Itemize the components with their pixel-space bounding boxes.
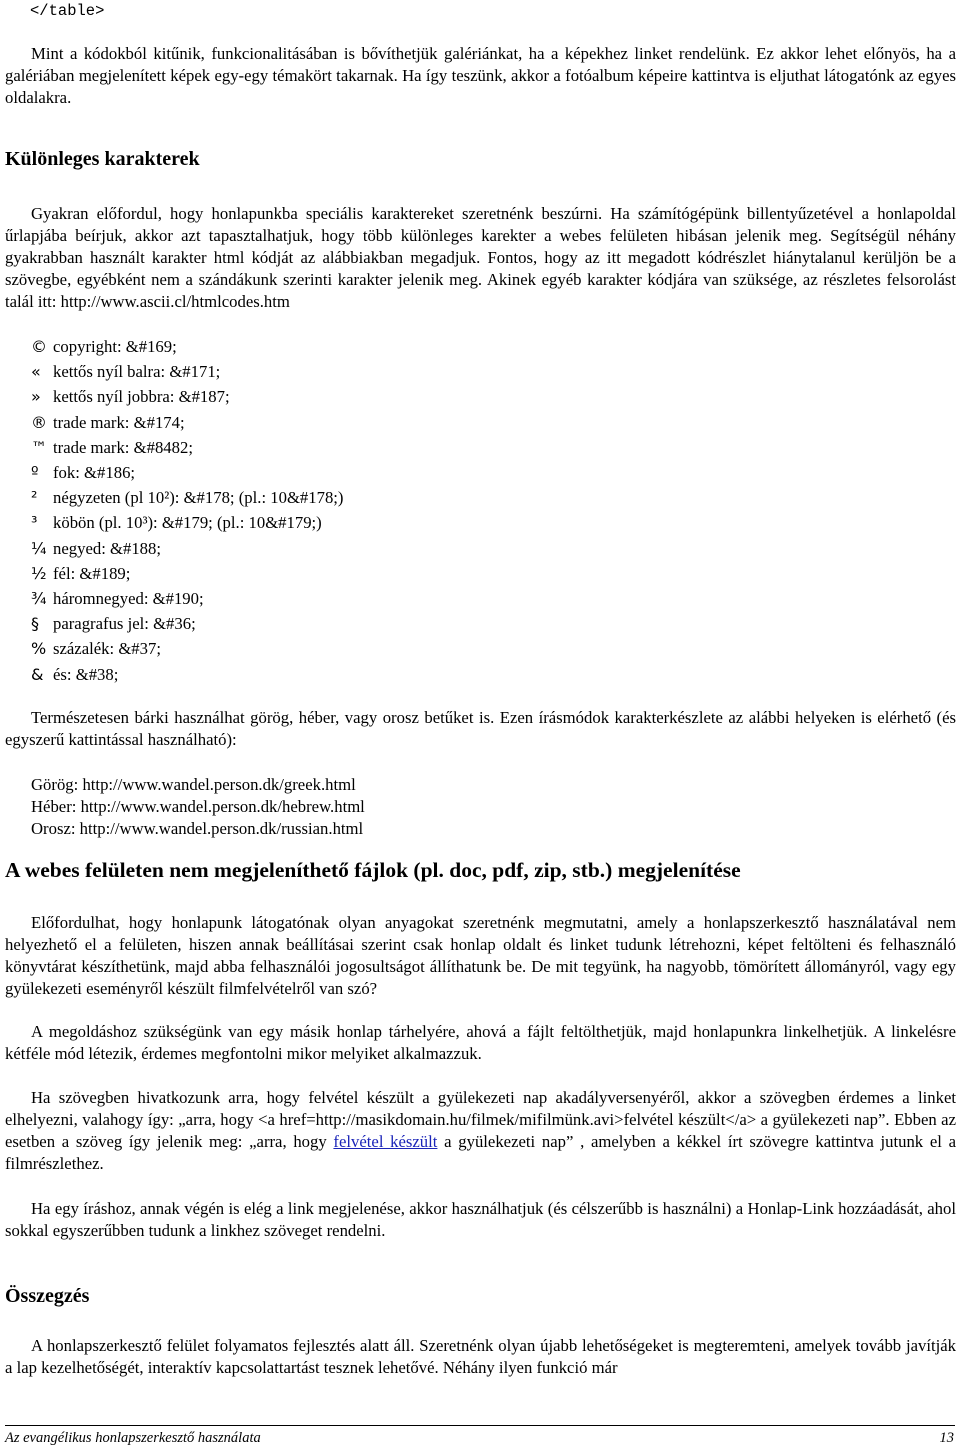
character-code-item	[31, 386, 230, 408]
paragraph-special-characters: Gyakran előfordul, hogy honlapunkba speciális karaktereket szeretnénk beszúrni. Ha számítógépünk billentyűzetével a honlapoldal űrlapjába beírjuk, akkor azt tapasztalhatjuk, hogy több különleges karekter a webes felületen hibásan jelenik meg. Segítségül néhány gyakrabban használt karakter html kódját az alábbiakban megadjuk. Fontos, hogy az itt megadott kódrészlet hiánytalanul kerüljön be a szövegbe, egyébként nem a szándákunk szerinti karakter jelenik meg. Akinek egyéb karakter kódjára van szüksége, az részletes felsorolást talál itt: http://www.ascii.cl/htmlcodes.htm	[5, 204, 956, 311]
character-symbol: ¾	[31, 589, 47, 608]
paragraph-inline-link	[5, 1087, 956, 1175]
character-code-text: kettős nyíl jobbra: &#187;	[53, 387, 230, 406]
heading-unsupported-files: A webes felületen nem megjeleníthető fájlok (pl. doc, pdf, zip, stb.) megjelenítése	[5, 858, 741, 882]
character-code-item	[31, 361, 220, 383]
footer-page-number: 13	[939, 1430, 954, 1446]
character-code-item	[31, 462, 135, 484]
character-symbol: ¼	[31, 539, 47, 558]
character-code-item	[31, 437, 193, 459]
character-code-item	[31, 487, 344, 509]
character-symbol: §	[31, 614, 39, 633]
inline-link-text-after: a gyülekezeti nap” , amelyben a kékkel írt szövegre kattintva jutunk el a filmrészlethez.	[5, 1132, 956, 1173]
character-code-text: paragrafus jel: &#36;	[53, 614, 196, 633]
paragraph-honlap-link: Ha egy íráshoz, annak végén is elég a link megjelenése, akkor használhatjuk (és célszerűbb is használni) a Honlap-Link hozzáadását, ahol sokkal egyszerűbben tudunk a linkhez szöveget rendelni.	[5, 1199, 956, 1240]
paragraph-alphabets: Természetesen bárki használhat görög, héber, vagy orosz betűket is. Ezen írásmódok karakterkészlete az alábbi helyeken is elérhető (és egyszerű kattintással használható):	[5, 708, 956, 749]
character-symbol: ®	[31, 413, 47, 432]
character-symbol: ™	[31, 438, 47, 457]
alphabet-link-hebrew: Héber: http://www.wandel.person.dk/hebrew.html	[31, 797, 365, 816]
character-code-item	[31, 588, 204, 610]
character-code-text: háromnegyed: &#190;	[53, 589, 204, 608]
heading-special-characters: Különleges karakterek	[5, 148, 200, 170]
code-snippet-end: </table>	[30, 2, 105, 20]
character-code-text: fél: &#189;	[53, 564, 131, 583]
character-symbol: ½	[31, 564, 47, 583]
character-code-text: kettős nyíl balra: &#171;	[53, 362, 221, 381]
character-code-item	[31, 664, 118, 686]
character-code-text: trade mark: &#8482;	[53, 438, 193, 457]
alphabet-link-greek: Görög: http://www.wandel.person.dk/greek.html	[31, 775, 356, 794]
heading-summary: Összegzés	[5, 1285, 90, 1307]
footer-title: Az evangélikus honlapszerkesztő használata	[5, 1430, 261, 1446]
character-code-text: trade mark: &#174;	[53, 413, 185, 432]
character-code-item	[31, 538, 161, 560]
character-code-item	[31, 638, 161, 660]
paragraph-solution: A megoldáshoz szükségünk van egy másik honlap tárhelyére, ahová a fájlt feltölthetjük, majd honlapunkra linkelhetjük. A linkelésre kétféle mód létezik, érdemes megfontolni mikor melyiket alkalmazzuk.	[5, 1022, 956, 1063]
footer-divider	[5, 1425, 955, 1426]
example-link-felvetel-keszult[interactable]: felvétel készült	[333, 1132, 438, 1151]
character-symbol: »	[31, 387, 41, 406]
character-code-item	[31, 412, 185, 434]
paragraph-gallery-links: Mint a kódokból kitűnik, funkcionalitásában is bővíthetjük galériánkat, ha a képekhez linket rendelünk. Ez akkor lehet előnyös, ha a galériában megjelenített képek egy-egy témakört takarnak. Ha így teszünk, akkor a fotóalbum képeire kattintva is eljuthat látogatónk az egyes oldalakra.	[5, 44, 956, 107]
alphabet-link-russian: Orosz: http://www.wandel.person.dk/russian.html	[31, 819, 364, 838]
inline-link-text-before: Ha szövegben hivatkozunk arra, hogy felvétel készült a gyülekezeti nap akadályversenyéről, akkor a szövegben érdemes a linket elhelyezni, valahogy így: „arra, hogy <a href=http://masikdomain.hu/filmek/mifilmünk.avi>felvétel készült</a> a gyülekezeti nap”. Ebben az esetben a szöveg így jelenik meg: „arra, hogy	[5, 1088, 956, 1151]
character-symbol: &	[31, 665, 44, 684]
character-symbol: ²	[31, 488, 38, 507]
character-code-item	[31, 613, 196, 635]
paragraph-file-problem: Előfordulhat, hogy honlapunk látogatónak olyan anyagokat szeretnénk megmutatni, amely a honlapszerkesztő használatával nem helyezhető el a felületen, hiszen annak beállításai szerint csak honlap oldalt és linket tudunk létrehozni, képet feltölteni és felhasználó könyvtárat készíthetünk, majd abba felhasználói jogosultságot állíthatunk be. De mit tegyünk, ha nagyobb, tömörített állományról, vagy egy gyülekezeti eseményről készült filmfelvételről van szó?	[5, 913, 956, 998]
character-code-text: köbön (pl. 10³): &#179; (pl.: 10&#179;)	[53, 513, 322, 532]
character-code-item	[31, 563, 130, 585]
character-code-text: és: &#38;	[53, 665, 119, 684]
paragraph-summary: A honlapszerkesztő felület folyamatos fejlesztés alatt áll. Szeretnénk olyan újabb lehetőségeket is megteremteni, amelyek tovább javítják a lap kezelhetőségét, interaktív kapcsolattartást tesznek lehetővé. Néhány ilyen funkció már	[5, 1336, 956, 1377]
character-code-item	[31, 336, 177, 358]
character-symbol: ©	[31, 337, 47, 356]
character-code-text: copyright: &#169;	[53, 337, 177, 356]
character-symbol: º	[31, 463, 39, 482]
character-symbol: %	[31, 639, 47, 658]
character-code-text: fok: &#186;	[53, 463, 136, 482]
character-code-item	[31, 512, 322, 534]
character-symbol: «	[31, 362, 41, 381]
character-code-text: negyed: &#188;	[53, 539, 161, 558]
character-symbol: ³	[31, 513, 38, 532]
character-code-text: négyzeten (pl 10²): &#178; (pl.: 10&#178;)	[53, 488, 344, 507]
character-code-text: százalék: &#37;	[53, 639, 161, 658]
